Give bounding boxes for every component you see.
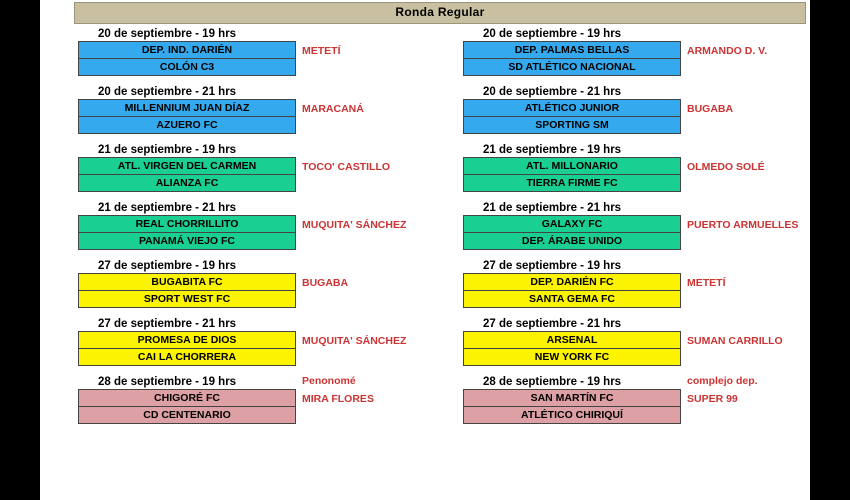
match-columns (40, 28, 810, 434)
team-away: SANTA GEMA FC (464, 291, 680, 307)
team-away: SPORTING SM (464, 117, 680, 133)
team-away: CAI LA CHORRERA (79, 349, 295, 365)
schedule-sheet (40, 0, 810, 500)
team-away: SD ATLÉTICO NACIONAL (464, 59, 680, 75)
team-pair (78, 389, 296, 424)
match-date: 21 de septiembre - 19 hrs (483, 144, 622, 156)
team-home: DEP. DARIÉN FC (464, 274, 680, 291)
venue-label: METETÍ (687, 277, 726, 289)
team-home: MILLENNIUM JUAN DÍAZ (79, 100, 295, 117)
venue-label: MUQUITA' SÁNCHEZ (302, 219, 407, 231)
venue-note: complejo dep. (687, 375, 758, 387)
team-pair (463, 157, 681, 192)
match-date: 28 de septiembre - 19 hrs (483, 376, 622, 388)
match-date: 20 de septiembre - 21 hrs (483, 86, 622, 98)
team-pair (463, 273, 681, 308)
venue-label: PUERTO ARMUELLES (687, 219, 799, 231)
venue-label: OLMEDO SOLÉ (687, 161, 765, 173)
team-home: PROMESA DE DIOS (79, 332, 295, 349)
team-away: AZUERO FC (79, 117, 295, 133)
match-date: 27 de septiembre - 21 hrs (98, 318, 237, 330)
match-date: 27 de septiembre - 19 hrs (483, 260, 622, 272)
match-block (425, 28, 810, 86)
team-pair (78, 215, 296, 250)
match-date: 21 de septiembre - 19 hrs (98, 144, 237, 156)
team-away: PANAMÁ VIEJO FC (79, 233, 295, 249)
venue-label: SUPER 99 (687, 393, 738, 405)
match-date: 21 de septiembre - 21 hrs (483, 202, 622, 214)
team-pair (463, 331, 681, 366)
team-pair (463, 41, 681, 76)
venue-label: SUMAN CARRILLO (687, 335, 783, 347)
left-letterbox-bar (0, 0, 40, 500)
team-pair (463, 389, 681, 424)
team-home: GALAXY FC (464, 216, 680, 233)
team-home: DEP. PALMAS BELLAS (464, 42, 680, 59)
match-date: 27 de septiembre - 19 hrs (98, 260, 237, 272)
match-block (40, 28, 425, 86)
match-block (40, 202, 425, 260)
venue-label: BUGABA (687, 103, 734, 115)
right-letterbox-bar (810, 0, 850, 500)
team-away: CD CENTENARIO (79, 407, 295, 423)
match-block (425, 202, 810, 260)
team-home: ATLÉTICO JUNIOR (464, 100, 680, 117)
team-home: DEP. IND. DARIÉN (79, 42, 295, 59)
match-block (40, 144, 425, 202)
venue-label: MUQUITA' SÁNCHEZ (302, 335, 407, 347)
team-home: REAL CHORRILLITO (79, 216, 295, 233)
match-block (40, 376, 425, 434)
match-block (425, 318, 810, 376)
venue-note: Penonomé (302, 375, 356, 387)
right-match-column (425, 28, 810, 434)
team-pair (78, 331, 296, 366)
team-away: ALIANZA FC (79, 175, 295, 191)
match-block (425, 376, 810, 434)
team-pair (463, 215, 681, 250)
match-date: 28 de septiembre - 19 hrs (98, 376, 237, 388)
team-pair (78, 99, 296, 134)
match-block (425, 260, 810, 318)
venue-label: ARMANDO D. V. (687, 45, 768, 57)
team-pair (78, 41, 296, 76)
venue-label: BUGABA (302, 277, 349, 289)
match-block (425, 86, 810, 144)
team-home: CHIGORÉ FC (79, 390, 295, 407)
team-home: SAN MARTÍN FC (464, 390, 680, 407)
team-away: TIERRA FIRME FC (464, 175, 680, 191)
team-away: ATLÉTICO CHIRIQUÍ (464, 407, 680, 423)
team-home: BUGABITA FC (79, 274, 295, 291)
venue-label: METETÍ (302, 45, 341, 57)
match-block (40, 318, 425, 376)
match-block (40, 86, 425, 144)
venue-label: MARACANÁ (302, 103, 364, 115)
venue-label: MIRA FLORES (302, 393, 374, 405)
team-pair (78, 273, 296, 308)
team-away: SPORT WEST FC (79, 291, 295, 307)
team-pair (78, 157, 296, 192)
team-home: ARSENAL (464, 332, 680, 349)
team-away: NEW YORK FC (464, 349, 680, 365)
match-date: 27 de septiembre - 21 hrs (483, 318, 622, 330)
team-away: COLÓN C3 (79, 59, 295, 75)
match-block (425, 144, 810, 202)
team-home: ATL. VIRGEN DEL CARMEN (79, 158, 295, 175)
left-match-column (40, 28, 425, 434)
venue-label: TOCO' CASTILLO (302, 161, 391, 173)
match-date: 20 de septiembre - 19 hrs (483, 28, 622, 40)
match-date: 20 de septiembre - 19 hrs (98, 28, 237, 40)
team-away: DEP. ÁRABE UNIDO (464, 233, 680, 249)
team-pair (463, 99, 681, 134)
match-date: 21 de septiembre - 21 hrs (98, 202, 237, 214)
match-date: 20 de septiembre - 21 hrs (98, 86, 237, 98)
match-block (40, 260, 425, 318)
team-home: ATL. MILLONARIO (464, 158, 680, 175)
page-title: Ronda Regular (74, 2, 806, 24)
